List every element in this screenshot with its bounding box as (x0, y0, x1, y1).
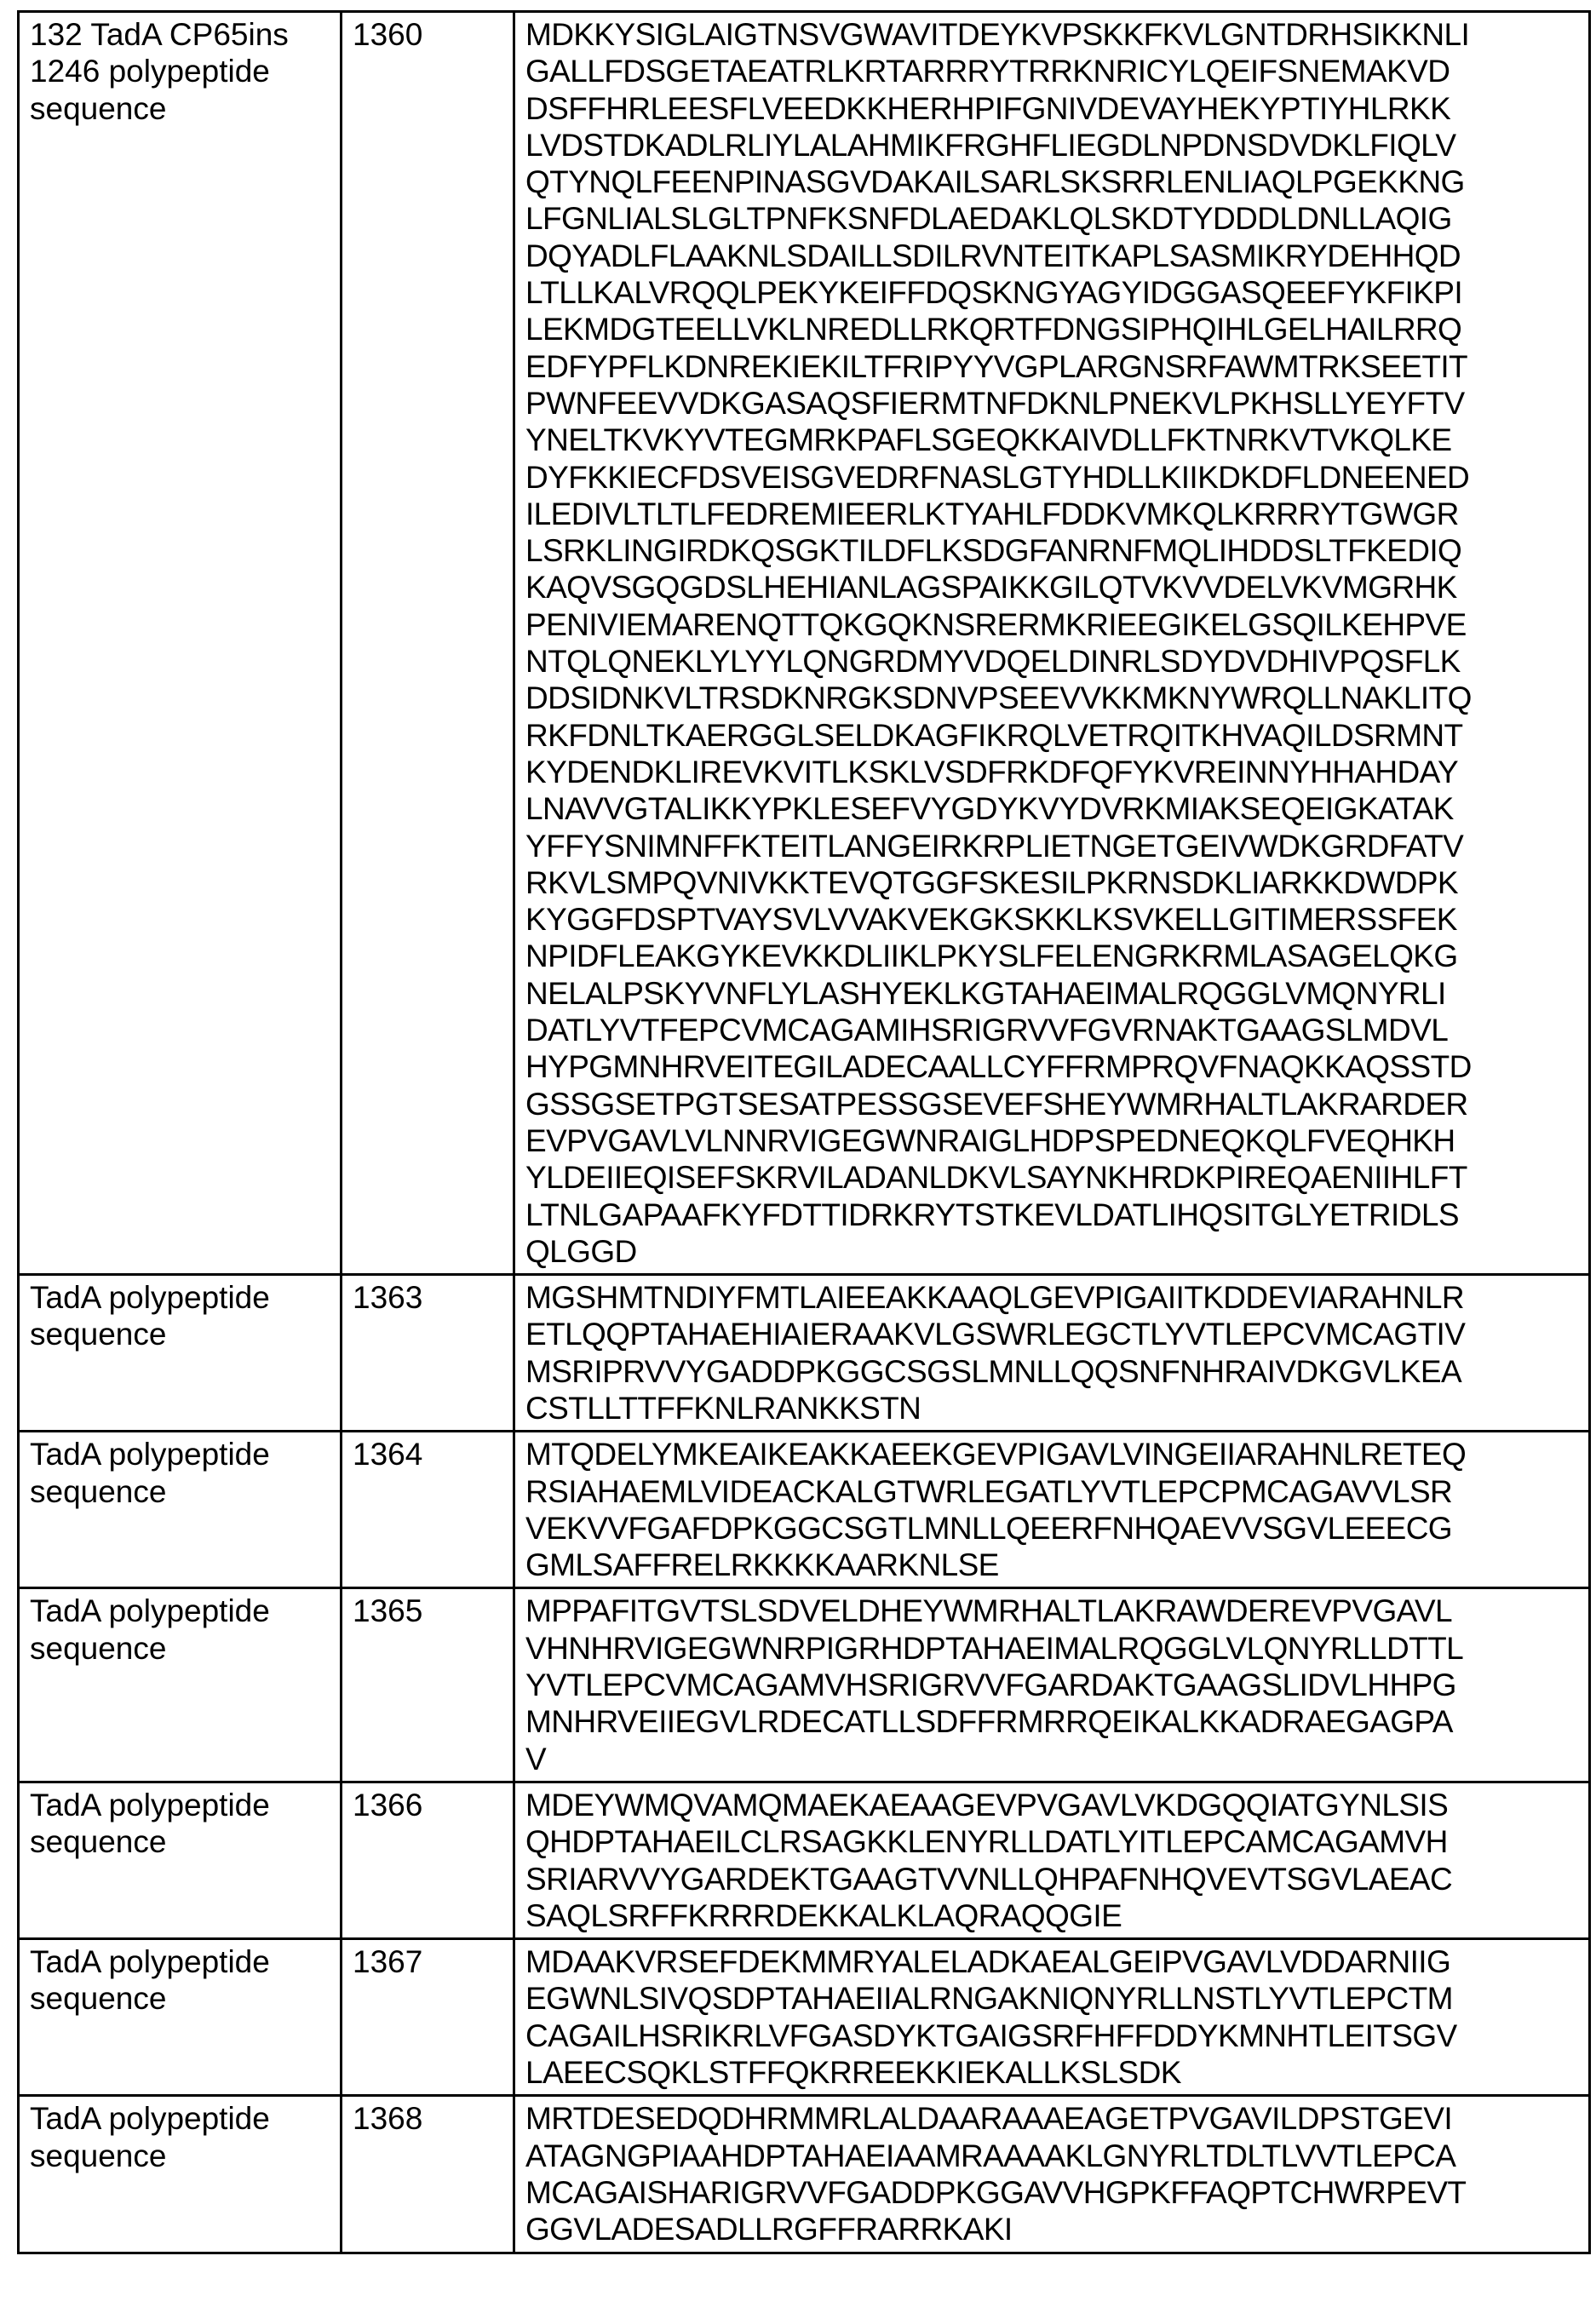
table-row (19, 12, 1590, 1275)
sequence-description: TadA polypeptide sequence (19, 1432, 342, 1588)
table-row (19, 1939, 1590, 2096)
sequence-line: MSRIPRVVYGADDPKGGCSGSLMNLLQQSNFNHRAIVDKGVLKEA (525, 1353, 1578, 1390)
sequence-text-cell (514, 1432, 1590, 1588)
sequence-id-number: 1363 (342, 1275, 514, 1432)
sequence-line: VEKVVFGAFDPKGGCSGTLMNLLQEERFNHQAEVVSGVLEEECG (525, 1510, 1578, 1547)
sequence-text-cell (514, 1275, 1590, 1432)
sequence-line: DQYADLFLAAKNLSDAILLSDILRVNTEITKAPLSASMIKRYDEHHQD (525, 238, 1578, 274)
sequence-description: TadA polypeptide sequence (19, 1275, 342, 1432)
sequence-line: RKVLSMPQVNIVKKTEVQTGGFSKESILPKRNSDKLIARKKDWDPK (525, 864, 1578, 901)
sequence-line: NELALPSKYVNFLYLASHYEKLKGTAHAEIMALRQGGLVMQNYRLI (525, 975, 1578, 1012)
sequence-line: DDSIDNKVLTRSDKNRGKSDNVPSEEVVKKMKNYWRQLLNAKLITQ (525, 680, 1578, 716)
sequence-line: MGSHMTNDIYFMTLAIEEAKKAAQLGEVPIGAIITKDDEVIARAHNLR (525, 1279, 1578, 1316)
sequence-line: LNAVVGTALIKKYPKLESEFVYGDYKVYDVRKMIAKSEQEIGKATAK (525, 790, 1578, 827)
sequence-line: LSRKLINGIRDKQSGKTILDFLKSDGFANRNFMQLIHDDSLTFKEDIQ (525, 532, 1578, 569)
sequence-text-cell (514, 1588, 1590, 1782)
sequence-line: YVTLEPCVMCAGAMVHSRIGRVVFGARDAKTGAAGSLIDVLHHPG (525, 1667, 1578, 1703)
sequence-line: EDFYPFLKDNREKIEKILTFRIPYYVGPLARGNSRFAWMTRKSEETIT (525, 348, 1578, 385)
sequence-line: SAQLSRFFKRRRDEKKALKLAQRAQQGIE (525, 1897, 1578, 1934)
sequence-line: CSTLLTTFFKNLRANKKSTN (525, 1390, 1578, 1426)
sequence-id-number: 1364 (342, 1432, 514, 1588)
sequence-line: DYFKKIECFDSVEISGVEDRFNASLGTYHDLLKIIKDKDFLDNEENED (525, 459, 1578, 496)
sequence-line: YFFYSNIMNFFKTEITLANGEIRKRPLIETNGETGEIVWDKGRDFATV (525, 828, 1578, 864)
table-row (19, 1588, 1590, 1782)
sequence-line: QTYNQLFEENPINASGVDAKAILSARLSKSRRLENLIAQLPGEKKNG (525, 164, 1578, 200)
sequence-text-cell (514, 1939, 1590, 2096)
sequence-line: LEKMDGTEELLVKLNREDLLRKQRTFDNGSIPHQIHLGELHAILRRQ (525, 311, 1578, 347)
sequence-line: MTQDELYMKEAIKEAKKAEEKGEVPIGAVLVINGEIIARAHNLRETEQ (525, 1436, 1578, 1472)
sequence-line: QHDPTAHAEILCLRSAGKKLENYRLLDATLYITLEPCAMCAGAMVH (525, 1823, 1578, 1860)
sequence-line: NPIDFLEAKGYKEVKKDLIIKLPKYSLFELENGRKRMLASAGELQKG (525, 938, 1578, 974)
sequence-text-cell (514, 2096, 1590, 2253)
sequence-description: TadA polypeptide sequence (19, 1782, 342, 1938)
sequence-line: RSIAHAEMLVIDEACKALGTWRLEGATLYVTLEPCPMCAGAVVLSR (525, 1473, 1578, 1510)
sequence-line: MDAAKVRSEFDEKMMRYALELADKAEALGEIPVGAVLVDDARNIIG (525, 1943, 1578, 1980)
sequence-line: YNELTKVKYVTEGMRKPAFLSGEQKKAIVDLLFKTNRKVTVKQLKE (525, 422, 1578, 458)
table-row (19, 2096, 1590, 2253)
sequence-line: LTNLGAPAAFKYFDTTIDRKRYTSTKEVLDATLIHQSITGLYETRIDLS (525, 1197, 1578, 1233)
sequence-line: GGVLADESADLLRGFFRARRKAKI (525, 2211, 1578, 2247)
sequence-text-cell (514, 1782, 1590, 1938)
sequence-line: NTQLQNEKLYLYYLQNGRDMYVDQELDINRLSDYDVDHIVPQSFLK (525, 643, 1578, 680)
sequence-line: LTLLKALVRQQLPEKYKEIFFDQSKNGYAGYIDGGASQEEFYKFIKPI (525, 274, 1578, 311)
sequence-line: PWNFEEVVDKGASAQSFIERMTNFDKNLPNEKVLPKHSLLYEYFTV (525, 385, 1578, 422)
sequence-id-number: 1365 (342, 1588, 514, 1782)
sequence-line: EVPVGAVLVLNNRVIGEGWNRAIGLHDPSPEDNEQKQLFVEQHKH (525, 1122, 1578, 1159)
sequence-id-number: 1367 (342, 1939, 514, 2096)
table-row (19, 1432, 1590, 1588)
sequence-line: KYDENDKLIREVKVITLKSKLVSDFRKDFQFYKVREINNYHHAHDAY (525, 754, 1578, 790)
sequence-line: EGWNLSIVQSDPTAHAEIIALRNGAKNIQNYRLLNSTLYVTLEPCTM (525, 1980, 1578, 2017)
sequence-line: MDKKYSIGLAIGTNSVGWAVITDEYKVPSKKFKVLGNTDRHSIKKNLI (525, 16, 1578, 53)
sequence-id-number: 1366 (342, 1782, 514, 1938)
sequence-line: VHNHRVIGEGWNRPIGRHDPTAHAEIMALRQGGLVLQNYRLLDTTL (525, 1630, 1578, 1667)
sequence-id-number: 1360 (342, 12, 514, 1275)
sequence-line: KAQVSGQGDSLHEHIANLAGSPAIKKGILQTVKVVDELVKVMGRHK (525, 569, 1578, 606)
sequence-line: MRTDESEDQDHRMMRLALDAARAAAEAGETPVGAVILDPSTGEVI (525, 2100, 1578, 2137)
sequence-line: KYGGFDSPTVAYSVLVVAKVEKGKSKKLKSVKELLGITIMERSSFEK (525, 901, 1578, 938)
sequence-line: GMLSAFFRELRKKKKAARKNLSE (525, 1547, 1578, 1583)
table-row (19, 1275, 1590, 1432)
sequence-line: LFGNLIALSLGLTPNFKSNFDLAEDAKLQLSKDTYDDDLDNLLAQIG (525, 200, 1578, 237)
sequence-line: ILEDIVLTLTLFEDREMIEERLKTYAHLFDDKVMKQLKRRRYTGWGR (525, 496, 1578, 532)
sequence-id-number: 1368 (342, 2096, 514, 2253)
sequence-line: DSFFHRLEESFLVEEDKKHERHPIFGNIVDEVAYHEKYPTIYHLRKK (525, 90, 1578, 127)
sequence-line: HYPGMNHRVEITEGILADECAALLCYFFRMPRQVFNAQKKAQSSTD (525, 1048, 1578, 1085)
sequence-line: ETLQQPTAHAEHIAIERAAKVLGSWRLEGCTLYVTLEPCVMCAGTIV (525, 1316, 1578, 1352)
sequence-line: SRIARVVYGARDEKTGAAGTVVNLLQHPAFNHQVEVTSGVLAEAC (525, 1861, 1578, 1897)
sequence-description: 132 TadA CP65ins 1246 polypeptide sequence (19, 12, 342, 1275)
sequence-line: GALLFDSGETAEATRLKRTARRRYTRRKNRICYLQEIFSNEMAKVD (525, 53, 1578, 89)
sequence-line: PENIVIEMARENQTTQKGQKNSRERMKRIEEGIKELGSQILKEHPVE (525, 606, 1578, 643)
sequence-line: RKFDNLTKAERGGLSELDKAGFIKRQLVETRQITKHVAQILDSRMNT (525, 717, 1578, 754)
sequence-line: QLGGD (525, 1233, 1578, 1270)
sequence-description: TadA polypeptide sequence (19, 2096, 342, 2253)
sequence-line: LVDSTDKADLRLIYLALAHMIKFRGHFLIEGDLNPDNSDVDKLFIQLV (525, 127, 1578, 164)
sequence-line: MNHRVEIIEGVLRDECATLLSDFFRMRRQEIKALKKADRAEGAGPA (525, 1703, 1578, 1740)
sequence-line: CAGAILHSRIKRLVFGASDYKTGAIGSRFHFFDDYKMNHTLEITSGV (525, 2018, 1578, 2054)
sequence-line: GSSGSETPGTSESATPESSGSEVEFSHEYWMRHALTLAKRARDER (525, 1086, 1578, 1122)
sequence-text-cell (514, 12, 1590, 1275)
sequence-line: ATAGNGPIAAHDPTAHAEIAAMRAAAAKLGNYRLTDLTLVVTLEPCA (525, 2138, 1578, 2174)
sequence-description: TadA polypeptide sequence (19, 1939, 342, 2096)
sequence-line: V (525, 1741, 1578, 1777)
sequence-description: TadA polypeptide sequence (19, 1588, 342, 1782)
sequence-line: DATLYVTFEPCVMCAGAMIHSRIGRVVFGVRNAKTGAAGSLMDVL (525, 1012, 1578, 1048)
sequence-line: LAEECSQKLSTFFQKRREEKKIEKALLKSLSDK (525, 2054, 1578, 2091)
sequence-line: MDEYWMQVAMQMAEKAEAAGEVPVGAVLVKDGQQIATGYNLSIS (525, 1787, 1578, 1823)
table-row (19, 1782, 1590, 1938)
sequence-line: YLDEIIEQISEFSKRVILADANLDKVLSAYNKHRDKPIREQAENIIHLFT (525, 1159, 1578, 1196)
sequence-line: MCAGAISHARIGRVVFGADDPKGGAVVHGPKFFAQPTCHWRPEVT (525, 2174, 1578, 2211)
sequence-table (17, 10, 1591, 2254)
sequence-line: MPPAFITGVTSLSDVELDHEYWMRHALTLAKRAWDEREVPVGAVL (525, 1593, 1578, 1629)
